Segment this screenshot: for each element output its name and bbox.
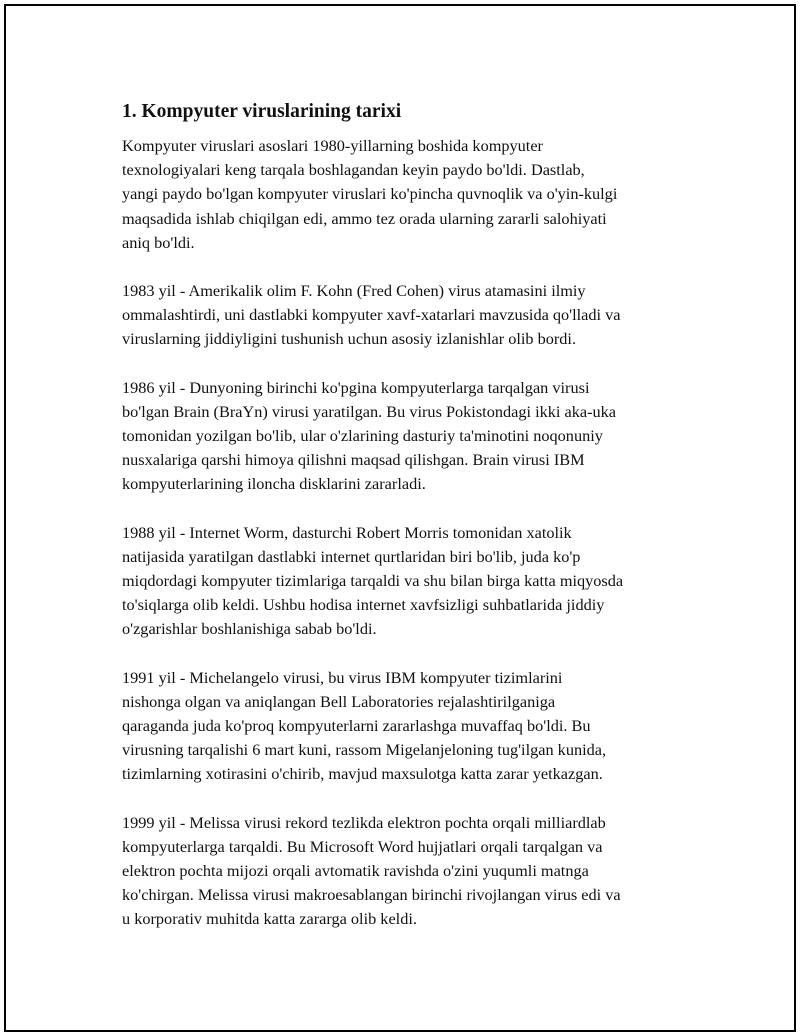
text-line: Kompyuter viruslari asoslari 1980-yillarning boshida kompyuter xyxy=(122,136,543,155)
text-line: ommalashtirdi, uni dastlabki kompyuter xavf-xatarlari mavzusida qo'lladi va xyxy=(122,305,621,325)
document-body xyxy=(122,98,702,956)
text-line: 1988 yil - Internet Worm, dasturchi Robert Morris tomonidan xatolik xyxy=(122,522,572,542)
paragraph xyxy=(122,279,702,352)
text-line: 1986 yil - Dunyoning birinchi ko'pgina kompyuterlarga tarqalgan virusi xyxy=(122,377,590,397)
text-line: tizimlarning xotirasini o'chirib, mavjud maxsulotga katta zarar yetkazgan. xyxy=(122,764,603,784)
text-line: nishonga olgan va aniqlangan Bell Laboratories rejalashtirilganiga xyxy=(122,691,556,711)
text-line: kompyuterlarining iloncha disklarini zararladi. xyxy=(122,474,426,494)
text-line: ko'chirgan. Melissa virusi makroesablangan birinchi rivojlangan virus edi va xyxy=(122,885,621,905)
paragraph xyxy=(122,376,702,497)
text-line: kompyuterlarga tarqaldi. Bu Microsoft Word hujjatlari orqali tarqalgan va xyxy=(122,836,603,856)
page-frame xyxy=(4,4,796,1032)
text-line: qaraganda juda ko'proq kompyuterlarni zararlashga muvaffaq bo'ldi. Bu xyxy=(122,716,591,736)
text-line: elektron pochta mijozi orqali avtomatik ravishda o'zini yuqumli matnga xyxy=(122,861,589,881)
paragraph xyxy=(122,811,702,932)
text-line: o'zgarishlar boshlanishiga sabab bo'ldi. xyxy=(122,619,377,639)
text-line: nusxalariga qarshi himoya qilishni maqsad qilishgan. Brain virusi IBM xyxy=(122,450,585,470)
text-line: 1991 yil - Michelangelo virusi, bu virus IBM kompyuter tizimlarini xyxy=(122,667,563,687)
text-line: maqsadida ishlab chiqilgan edi, ammo tez orada ularning zararli salohiyati xyxy=(122,208,607,228)
text-line: u korporativ muhitda katta zararga olib keldi. xyxy=(122,909,417,929)
text-line: 1983 yil - Amerikalik olim F. Kohn (Fred Cohen) virus atamasini ilmiy xyxy=(122,281,586,301)
text-line: viruslarning jiddiyligini tushunish uchun asosiy izlanishlar olib bordi. xyxy=(122,329,577,349)
paragraph xyxy=(122,134,702,255)
text-line: yangi paydo bo'lgan kompyuter viruslari ko'pincha quvnoqlik va o'yin-kulgi xyxy=(122,184,618,204)
text-line: texnologiyalari keng tarqala boshlagandan keyin paydo bo'ldi. Dastlab, xyxy=(122,160,585,180)
text-line: miqdordagi kompyuter tizimlariga tarqaldi va shu bilan birga katta miqyosda xyxy=(122,571,624,591)
document-title: 1. Kompyuter viruslarining tarixi xyxy=(122,101,402,122)
paragraph xyxy=(122,666,702,787)
paragraph-list xyxy=(122,134,702,932)
text-line: 1999 yil - Melissa virusi rekord tezlikda elektron pochta orqali milliardlab xyxy=(122,812,606,832)
text-line: virusning tarqalishi 6 mart kuni, rassom Migelanjeloning tug'ilgan kunida, xyxy=(122,740,607,760)
text-line: natijasida yaratilgan dastlabki internet qurtlaridan biri bo'lib, juda ko'p xyxy=(122,546,581,566)
text-line: bo'lgan Brain (BraYn) virusi yaratilgan. Bu virus Pokistondagi ikki aka-uka xyxy=(122,401,616,421)
paragraph xyxy=(122,521,702,642)
text-line: tomonidan yozilgan bo'lib, ular o'zlarining dasturiy ta'minotini noqonuniy xyxy=(122,426,603,446)
text-line: to'siqlarga olib keldi. Ushbu hodisa internet xavfsizligi suhbatlarida jiddiy xyxy=(122,595,605,615)
text-line: aniq bo'ldi. xyxy=(122,232,195,252)
